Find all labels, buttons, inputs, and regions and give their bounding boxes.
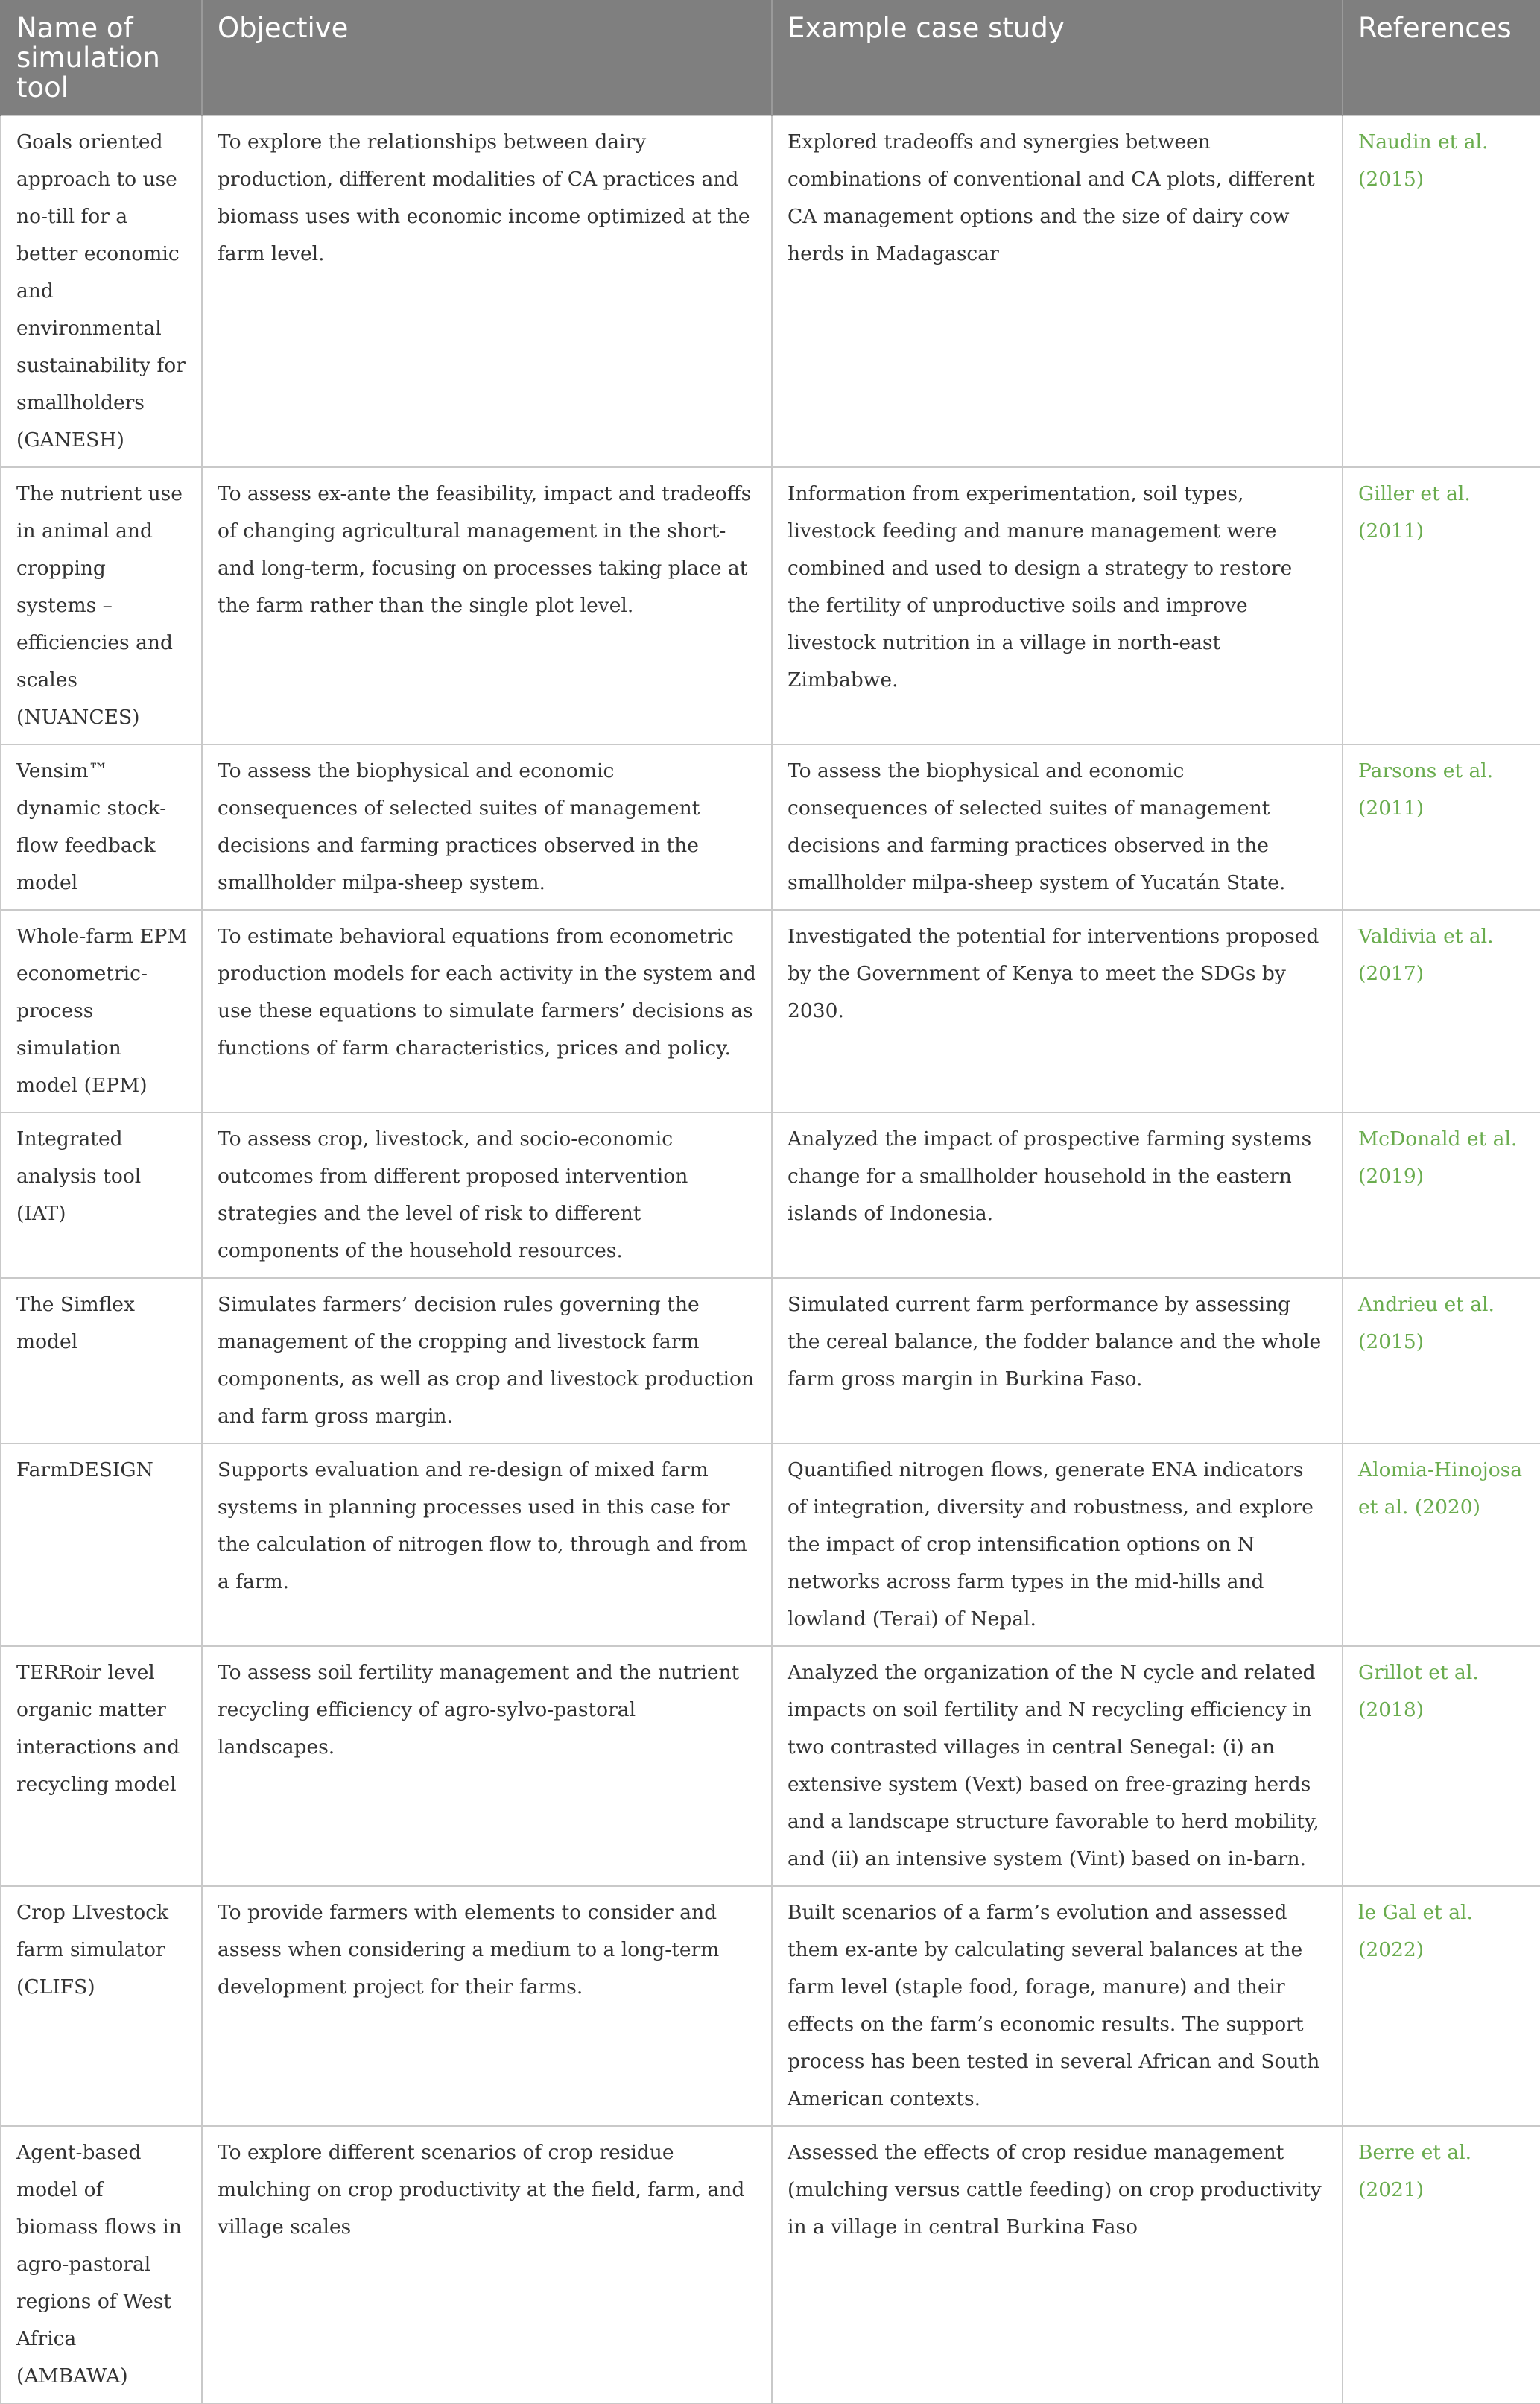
table-row (1, 744, 1540, 910)
header-objective: Objective (202, 0, 772, 116)
case-study-cell: Quantified nitrogen flows, generate ENA indicators of integration, diversity and robustness, and explore the impact of crop intensification options on N networks across farm types in the mid-hills and lowland (Terai) of Nepal. (772, 1443, 1343, 1646)
objective-cell: To assess crop, livestock, and socio-economic outcomes from different proposed intervention strategies and the level of risk to different components of the household resources. (202, 1113, 772, 1278)
case-study-cell: Information from experimentation, soil types, livestock feeding and manure management were combined and used to design a strategy to restore the fertility of unproductive soils and improve livestock nutrition in a village in north-east Zimbabwe. (772, 467, 1343, 744)
tool-name-cell: Vensim™ dynamic stock-flow feedback model (1, 744, 202, 910)
header-example-case-study: Example case study (772, 0, 1343, 116)
table-header (1, 0, 1540, 116)
tool-name-cell: Integrated analysis tool (IAT) (1, 1113, 202, 1278)
objective-cell: To provide farmers with elements to consider and assess when considering a medium to a long-term development project for their farms. (202, 1886, 772, 2126)
reference-link[interactable]: Parsons et al. (2011) (1343, 744, 1540, 910)
reference-link[interactable]: Andrieu et al. (2015) (1343, 1278, 1540, 1443)
objective-cell: Simulates farmers’ decision rules governing the management of the cropping and livestock farm components, as well as crop and livestock production and farm gross margin. (202, 1278, 772, 1443)
tool-name-cell: Crop LIvestock farm simulator (CLIFS) (1, 1886, 202, 2126)
table-row (1, 1278, 1540, 1443)
reference-link[interactable]: Valdivia et al. (2017) (1343, 910, 1540, 1113)
reference-link[interactable]: le Gal et al. (2022) (1343, 1886, 1540, 2126)
objective-cell: To explore the relationships between dairy production, different modalities of CA practices and biomass uses with economic income optimized at the farm level. (202, 116, 772, 467)
table-row (1, 1443, 1540, 1646)
reference-link[interactable]: McDonald et al. (2019) (1343, 1113, 1540, 1278)
reference-link[interactable]: Berre et al. (2021) (1343, 2126, 1540, 2403)
reference-link[interactable]: Naudin et al. (2015) (1343, 116, 1540, 467)
table-row (1, 2126, 1540, 2403)
table-row (1, 1886, 1540, 2126)
objective-cell: To explore different scenarios of crop residue mulching on crop productivity at the field, farm, and village scales (202, 2126, 772, 2403)
tool-name-cell: Whole-farm EPM econometric-process simulation model (EPM) (1, 910, 202, 1113)
case-study-cell: To assess the biophysical and economic consequences of selected suites of management decisions and farming practices observed in the smallholder milpa-sheep system of Yucatán State. (772, 744, 1343, 910)
header-name-of-simulation-tool: Name of simulation tool (1, 0, 202, 116)
reference-link[interactable]: Giller et al. (2011) (1343, 467, 1540, 744)
objective-cell: To estimate behavioral equations from econometric production models for each activity in the system and use these equations to simulate farmers’ decisions as functions of farm characteristics, prices and policy. (202, 910, 772, 1113)
case-study-cell: Assessed the effects of crop residue management (mulching versus cattle feeding) on crop productivity in a village in central Burkina Faso (772, 2126, 1343, 2403)
tool-name-cell: Agent-based model of biomass flows in agro-pastoral regions of West Africa (AMBAWA) (1, 2126, 202, 2403)
table-row (1, 910, 1540, 1113)
header-references: References (1343, 0, 1540, 116)
table-row (1, 116, 1540, 467)
objective-cell: Supports evaluation and re-design of mixed farm systems in planning processes used in this case for the calculation of nitrogen flow to, through and from a farm. (202, 1443, 772, 1646)
reference-link[interactable]: Alomia-Hinojosa et al. (2020) (1343, 1443, 1540, 1646)
tool-name-cell: The Simflex model (1, 1278, 202, 1443)
tool-name-cell: Goals oriented approach to use no-till for a better economic and environmental sustainability for smallholders (GANESH) (1, 116, 202, 467)
table-row (1, 467, 1540, 744)
objective-cell: To assess soil fertility management and the nutrient recycling efficiency of agro-sylvo-pastoral landscapes. (202, 1646, 772, 1886)
case-study-cell: Simulated current farm performance by assessing the cereal balance, the fodder balance and the whole farm gross margin in Burkina Faso. (772, 1278, 1343, 1443)
tool-name-cell: The nutrient use in animal and cropping systems – efficiencies and scales (NUANCES) (1, 467, 202, 744)
objective-cell: To assess ex-ante the feasibility, impact and tradeoffs of changing agricultural management in the short- and long-term, focusing on processes taking place at the farm rather than the single plot level. (202, 467, 772, 744)
case-study-cell: Analyzed the organization of the N cycle and related impacts on soil fertility and N recycling efficiency in two contrasted villages in central Senegal: (i) an extensive system (Vext) based on free-grazing herds and a landscape structure favorable to herd mobility, and (ii) an intensive system (Vint) based on in-barn. (772, 1646, 1343, 1886)
case-study-cell: Analyzed the impact of prospective farming systems change for a smallholder household in the eastern islands of Indonesia. (772, 1113, 1343, 1278)
header-row (1, 0, 1540, 116)
table-row (1, 1113, 1540, 1278)
table-row (1, 1646, 1540, 1886)
reference-link[interactable]: Grillot et al. (2018) (1343, 1646, 1540, 1886)
tool-name-cell: FarmDESIGN (1, 1443, 202, 1646)
case-study-cell: Investigated the potential for interventions proposed by the Government of Kenya to meet the SDGs by 2030. (772, 910, 1343, 1113)
objective-cell: To assess the biophysical and economic consequences of selected suites of management decisions and farming practices observed in the smallholder milpa-sheep system. (202, 744, 772, 910)
case-study-cell: Explored tradeoffs and synergies between combinations of conventional and CA plots, different CA management options and the size of dairy cow herds in Madagascar (772, 116, 1343, 467)
case-study-cell: Built scenarios of a farm’s evolution and assessed them ex-ante by calculating several balances at the farm level (staple food, forage, manure) and their effects on the farm’s economic results. The support process has been tested in several African and South American contexts. (772, 1886, 1343, 2126)
tool-name-cell: TERRoir level organic matter interactions and recycling model (1, 1646, 202, 1886)
table-body (1, 116, 1540, 2403)
